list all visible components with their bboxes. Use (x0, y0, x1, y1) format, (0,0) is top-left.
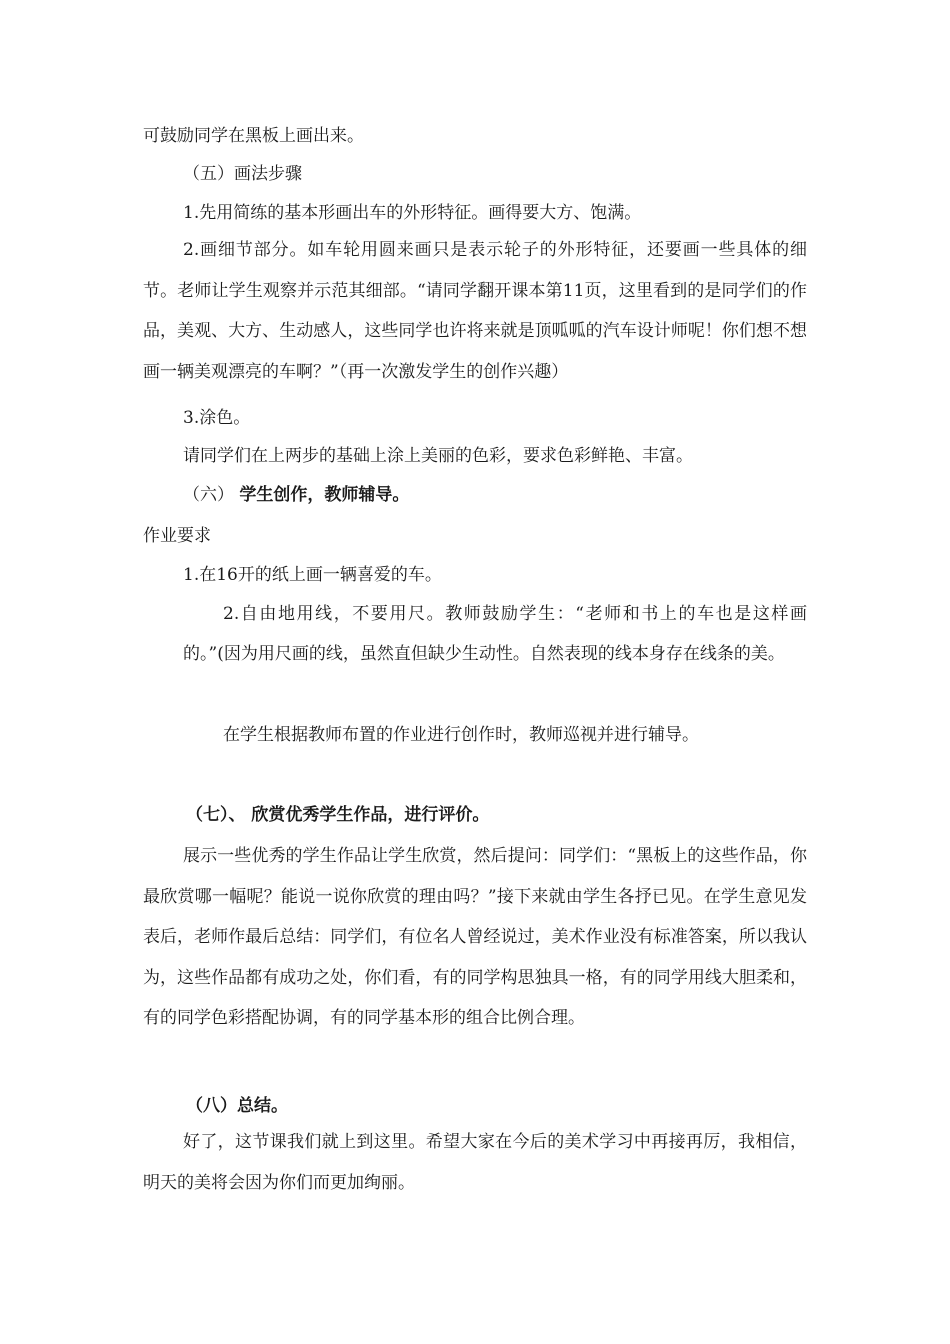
heading-conclusion: （八）总结。 (186, 1096, 288, 1116)
paragraph-teacher-guidance: 在学生根据教师布置的作业进行创作时，教师巡视并进行辅导。 (223, 725, 699, 745)
homework-item-1: 1.在16开的纸上画一辆喜爱的车。 (183, 565, 442, 585)
step-2-details: 2.画细节部分。如车轮用圆来画只是表示轮子的外形特征，还要画一些具体的细节。老师让学生观察并示范其细部。“请同学翻开课本第11页，这里看到的是同学们的作品，美观、大方、生动感人，这些同学也许将来就是顶呱呱的汽车设计师呢！你们想不想画一辆美观漂亮的车啊？”（再一次激发学生的创作兴趣） (143, 240, 807, 382)
heading-student-creation-number: （六） (183, 485, 240, 505)
heading-homework-requirements: 作业要求 (143, 526, 211, 546)
heading-student-creation-text: 学生创作，教师辅导。 (239, 485, 410, 505)
step-3-coloring: 3.涂色。 (183, 408, 251, 428)
paragraph-conclusion: 好了，这节课我们就上到这里。希望大家在今后的美术学习中再接再厉，我相信，明天的美将会因为你们而更加绚丽。 (143, 1132, 807, 1193)
paragraph-appreciation-summary: 展示一些优秀的学生作品让学生欣赏，然后提问：同学们：“黑板上的这些作品，你最欣赏哪一幅呢？能说一说你欣赏的理由吗？”接下来就由学生各抒已见。在学生意见发表后，老师作最后总结：同学们，有位名人曾经说过，美术作业没有标准答案，所以我认为，这些作品都有成功之处，你们看，有的同学构思独具一格，有的同学用线大胆柔和，有的同学色彩搭配协调，有的同学基本形的组合比例合理。 (143, 846, 807, 1028)
step-1-basic-shape: 1.先用简练的基本形画出车的外形特征。画得要大方、饱满。 (183, 203, 642, 223)
heading-student-creation (183, 476, 409, 514)
heading-appreciate-works: （七）、 欣赏优秀学生作品，进行评价。 (186, 805, 490, 825)
paragraph-coloring-instruction: 请同学们在上两步的基础上涂上美丽的色彩，要求色彩鲜艳、丰富。 (183, 446, 693, 466)
paragraph-encourage-blackboard: 可鼓励同学在黑板上画出来。 (143, 126, 364, 146)
homework-item-2: 2.自由地用线，不要用尺。教师鼓励学生：“老师和书上的车也是这样画的。”(因为用尺画的线，虽然直但缺少生动性。自然表现的线本身存在线条的美。 (183, 604, 807, 664)
heading-drawing-steps: （五）画法步骤 (183, 164, 302, 184)
